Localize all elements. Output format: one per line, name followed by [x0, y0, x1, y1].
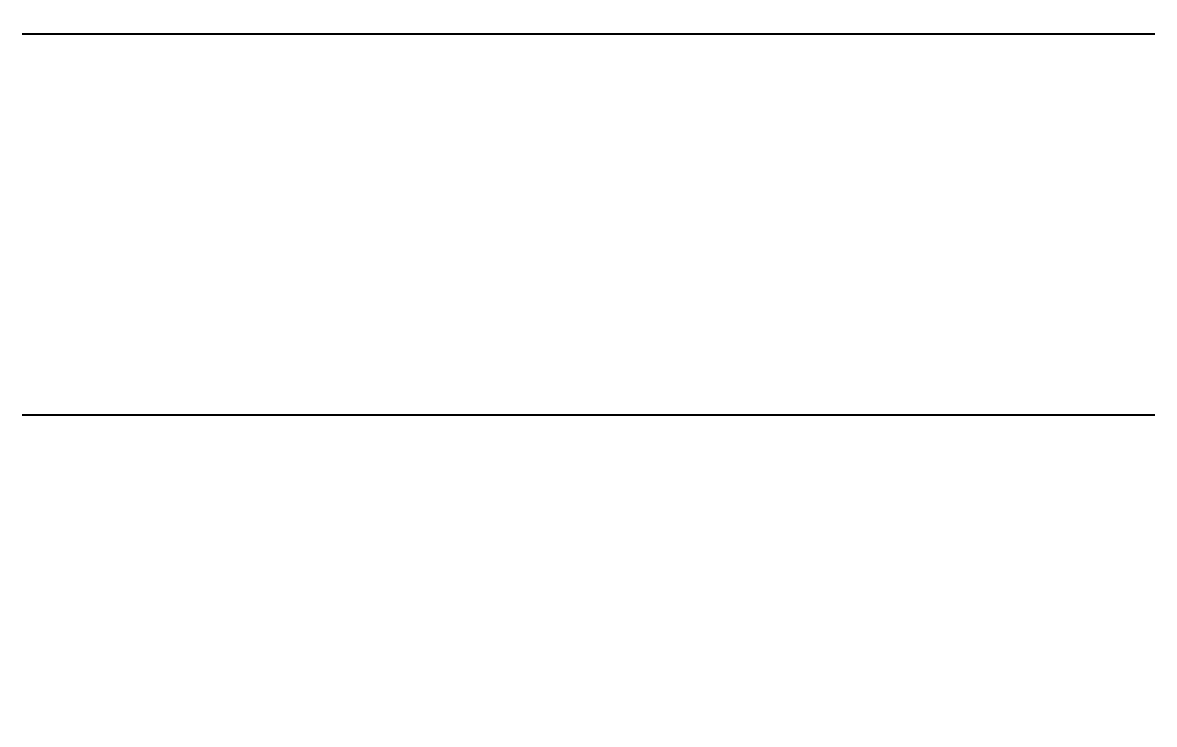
- divider-middle: [22, 414, 1155, 416]
- divider-top: [22, 33, 1155, 35]
